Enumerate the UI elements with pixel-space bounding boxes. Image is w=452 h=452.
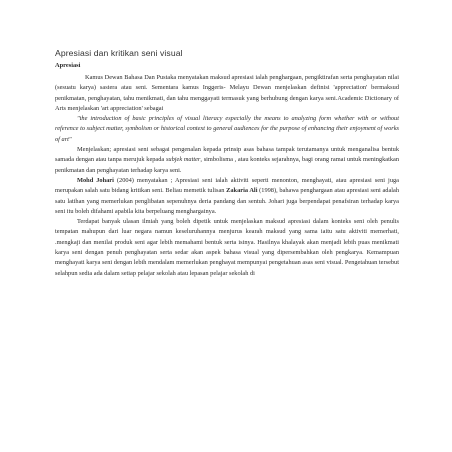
author-name-zakaria: Zakaria Ali bbox=[226, 187, 258, 195]
p2-text-b: , simbolisma , atau konteks sejarahnya, bagi orang ramai untuk meningkatkan penikmatan dan penghayatan terhadap karya seni. bbox=[55, 156, 399, 174]
document-title: Apresiasi dan kritikan seni visual bbox=[55, 48, 183, 58]
p3-text-a: (2004) menyatakan ; Apresiasi seni ialah aktiviti seperti menonton, menghayati, atau apresiasi seni juga merupakan salah satu bidang kritikan seni. Beliau memetik tulisan bbox=[55, 176, 399, 195]
paragraph-summary: Terdapat banyak ulasan ilmiah yang boleh dipetik untuk menjelaskan maksud apresiasi dalam konteks seni oleh penulis tempatan mahupun dari luar negara namun keseluruhannya menjurus kearah maksud yang sama iaitu satu aktiviti memerhati, .mengkaji dan menilai produk seni agar lebih memahami bentuk serta isinya. Hasilnya khalayak akan menjadi lebih puas menikmati karya seni dengan penuh penghayatan serta sedar akan aspek bahasa visual yang dipersembahkan oleh pengkarya. Kemampuan menghayati karya seni dengan lebih mendalam memerlukan penghayat mempunyai pengetahuan asas seni visual. Pengetahuan tersebut selahpun sedia ada dalam setiap pelajar sekolah atau lepasan pelajar sekolah di bbox=[55, 218, 399, 277]
paragraph-explanation bbox=[55, 145, 399, 176]
p2-text-a: Menjelaskan; apresiasi seni sebagai pengenalan kepada prinsip asas bahasa tampak terutamanya untuk menganalisa bentuk samada dengan atau tanpa merujuk kepada bbox=[55, 146, 399, 164]
p2-italic-term: subjek matter bbox=[165, 156, 201, 164]
author-name-johari: Mohd Johari bbox=[77, 176, 114, 184]
paragraph-johari bbox=[55, 176, 399, 217]
p3-text-b: (1998), bahawa penghargaan atau apresiasi seni adalah satu latihan yang memerlukan penglibatan sepenuhnya deria pandang dan sentuh. Johari juga berpendapat penafsiran terhadap karya seni itu boleh difahami apabila kita berpeluang menghargainya. bbox=[55, 187, 400, 215]
section-heading: Apresiasi bbox=[55, 62, 81, 69]
paragraph-definition: Kamus Dewan Bahasa Dan Pustaka menyatakan maksud apresiasi ialah penghargaan, pengiktirafan serta penghayatan nilai (sesuatu karya) sastera atau seni. Sementara kamus Inggeris- Melayu Dewan menjelaskan definisi 'appreciation' bermaksud penikmatan, penghayatan, tahu menikmati, dan tahu menggayati termasuk yang berhubung dengan karya seni.Academic Dictionary of Arts menjelaskan 'art appreciation' sebagai bbox=[55, 74, 399, 112]
paragraph-quote: "the introduction of basic principles of visual literacy especially the means to analyzing form whether with or without reference to subject matter, symbolism or historical context to general audiences for the purpose of enhancing their enjoyment of works of art" bbox=[55, 115, 399, 143]
